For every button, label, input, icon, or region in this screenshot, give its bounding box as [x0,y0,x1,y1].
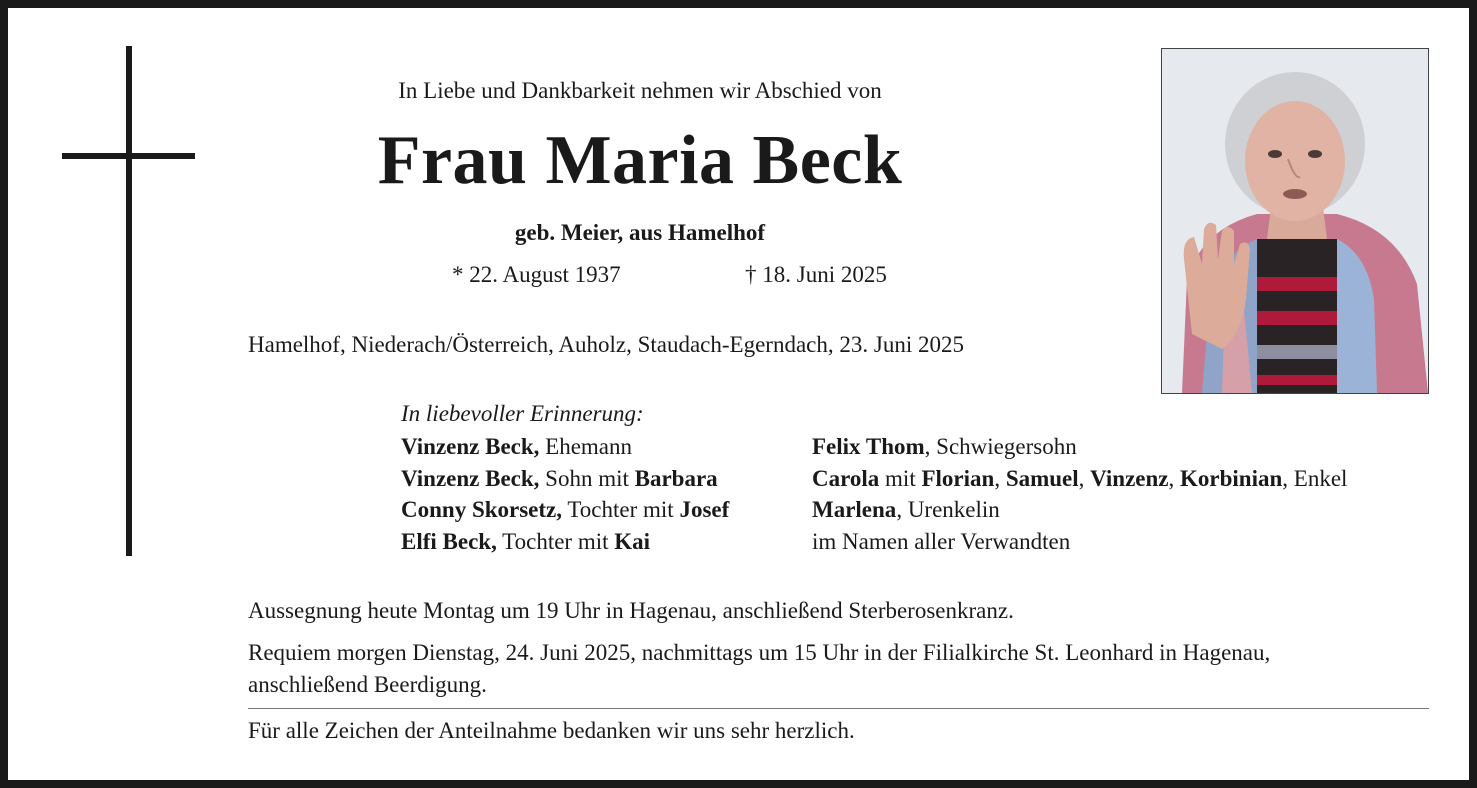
mourner-line: Elfi Beck, Tochter mit Kai [401,529,651,554]
mourner-line: Vinzenz Beck, Sohn mit Barbara [401,466,718,491]
divider-line [248,708,1429,709]
birth-name: geb. Meier, aus Hamelhof [514,220,766,245]
cross-horizontal-bar [62,153,195,159]
relatives-line: im Namen aller Verwandten [812,529,1071,554]
grandchildren-line: Carola mit Florian, Samuel, Vinzenz, Korbinian, Enkel [812,466,1348,491]
requiem-info-line2: anschließend Beerdigung. [248,672,487,697]
mourner-line: Felix Thom, Schwiegersohn [812,434,1077,459]
mourner-line: Vinzenz Beck, Ehemann [401,434,633,459]
blessing-info: Aussegnung heute Montag um 19 Uhr in Hagenau, anschließend Sterberosenkranz. [248,598,1014,623]
place-date-line: Hamelhof, Niederach/Österreich, Auholz, Staudach-Egerndach, 23. Juni 2025 [248,332,964,357]
intro-line: In Liebe und Dankbarkeit nehmen wir Abschied von [398,78,882,103]
memory-heading: In liebevoller Erinnerung: [401,401,644,426]
mourner-line: Conny Skorsetz, Tochter mit Josef [401,497,730,522]
mourner-line: Marlena, Urenkelin [812,497,1000,522]
cross-vertical-bar [126,46,132,556]
death-date: † 18. Juni 2025 [745,262,887,287]
requiem-info-line1: Requiem morgen Dienstag, 24. Juni 2025, nachmittags um 15 Uhr in der Filialkirche St. Leonhard in Hagenau, [248,640,1271,665]
deceased-name: Frau Maria Beck [377,122,903,199]
birth-date: * 22. August 1937 [452,262,621,287]
portrait-photo [1161,48,1429,394]
thanks-line: Für alle Zeichen der Anteilnahme bedanken wir uns sehr herzlich. [248,718,855,743]
